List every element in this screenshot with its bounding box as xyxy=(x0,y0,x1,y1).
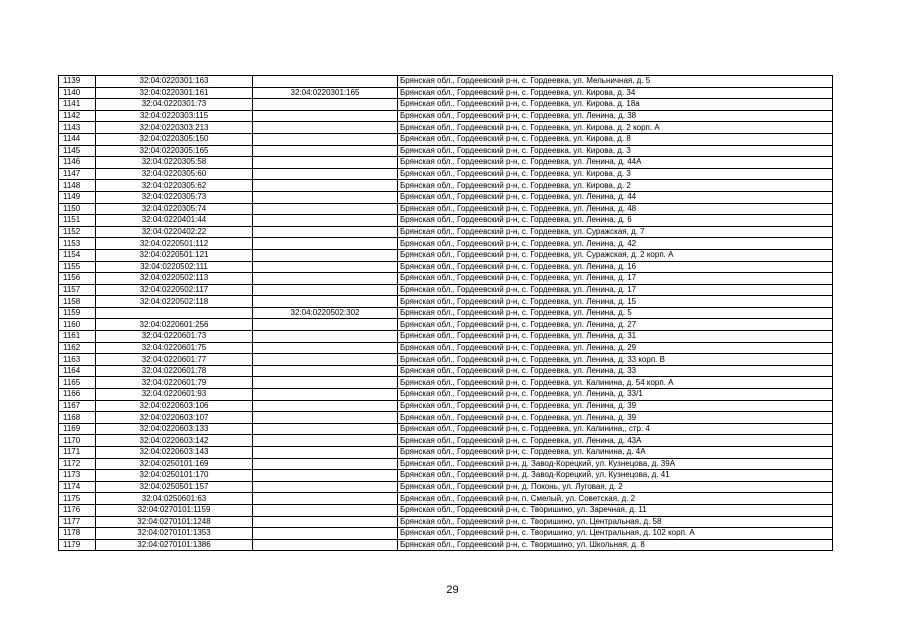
new-cadastral-number-cell xyxy=(253,412,398,424)
address-cell: Брянская обл., Гордеевский р-н, с. Гордеевка, ул. Ленина, д. 39 xyxy=(398,400,833,412)
new-cadastral-number-cell xyxy=(253,539,398,551)
cadastral-number-cell: 32:04:0220601:73 xyxy=(96,331,253,343)
table-row xyxy=(59,273,833,285)
new-cadastral-number-cell xyxy=(253,133,398,145)
address-cell: Брянская обл., Гордеевский р-н, с. Гордеевка, ул. Ленина, д. 29 xyxy=(398,342,833,354)
cadastral-number-cell: 32:04:0220601:79 xyxy=(96,377,253,389)
cadastral-number-cell: 32:04:0220502:113 xyxy=(96,273,253,285)
address-cell: Брянская обл., Гордеевский р-н, с. Гордеевка, ул. Кирова, д. 2 корп. А xyxy=(398,122,833,134)
row-number-cell: 1154 xyxy=(59,249,96,261)
table-row xyxy=(59,470,833,482)
address-cell: Брянская обл., Гордеевский р-н, с. Гордеевка, ул. Ленина, д. 17 xyxy=(398,284,833,296)
row-number-cell: 1162 xyxy=(59,342,96,354)
table-row xyxy=(59,76,833,88)
row-number-cell: 1179 xyxy=(59,539,96,551)
new-cadastral-number-cell xyxy=(253,284,398,296)
row-number-cell: 1165 xyxy=(59,377,96,389)
row-number-cell: 1160 xyxy=(59,319,96,331)
row-number-cell: 1158 xyxy=(59,296,96,308)
row-number-cell: 1178 xyxy=(59,528,96,540)
address-cell: Брянская обл., Гордеевский р-н, с. Гордеевка, ул. Ленина, д. 42 xyxy=(398,238,833,250)
table-row xyxy=(59,238,833,250)
cadastral-number-cell: 32:04:0250101:170 xyxy=(96,470,253,482)
table-row xyxy=(59,249,833,261)
row-number-cell: 1171 xyxy=(59,447,96,459)
new-cadastral-number-cell xyxy=(253,389,398,401)
row-number-cell: 1161 xyxy=(59,331,96,343)
new-cadastral-number-cell xyxy=(253,342,398,354)
cadastral-number-cell: 32:04:0220502:118 xyxy=(96,296,253,308)
table-row xyxy=(59,423,833,435)
table-row xyxy=(59,377,833,389)
new-cadastral-number-cell xyxy=(253,493,398,505)
table-row xyxy=(59,458,833,470)
row-number-cell: 1176 xyxy=(59,504,96,516)
address-cell: Брянская обл., Гордеевский р-н, с. Гордеевка, ул. Кирова, д. 18а xyxy=(398,99,833,111)
new-cadastral-number-cell xyxy=(253,249,398,261)
cadastral-number-cell: 32:04:0220301:73 xyxy=(96,99,253,111)
table-row xyxy=(59,110,833,122)
row-number-cell: 1177 xyxy=(59,516,96,528)
row-number-cell: 1169 xyxy=(59,423,96,435)
table-row xyxy=(59,365,833,377)
address-cell: Брянская обл., Гордеевский р-н, с. Гордеевка, ул. Ленина, д. 31 xyxy=(398,331,833,343)
row-number-cell: 1145 xyxy=(59,145,96,157)
row-number-cell: 1139 xyxy=(59,76,96,88)
new-cadastral-number-cell xyxy=(253,273,398,285)
address-cell: Брянская обл., Гордеевский р-н, с. Творишино, ул. Школьная, д. 8 xyxy=(398,539,833,551)
row-number-cell: 1156 xyxy=(59,273,96,285)
address-cell: Брянская обл., Гордеевский р-н, с. Гордеевка, ул. Ленина, д. 16 xyxy=(398,261,833,273)
cadastral-number-cell: 32:04:0220603:142 xyxy=(96,435,253,447)
cadastral-number-cell: 32:04:0220603:106 xyxy=(96,400,253,412)
address-cell: Брянская обл., Гордеевский р-н, с. Гордеевка, ул. Калинина,, стр. 4 xyxy=(398,423,833,435)
table-row xyxy=(59,203,833,215)
row-number-cell: 1155 xyxy=(59,261,96,273)
table-row xyxy=(59,307,833,319)
row-number-cell: 1143 xyxy=(59,122,96,134)
new-cadastral-number-cell xyxy=(253,528,398,540)
table-row xyxy=(59,412,833,424)
table-row xyxy=(59,87,833,99)
cadastral-number-cell: 32:04:0220301:163 xyxy=(96,76,253,88)
address-cell: Брянская обл., Гордеевский р-н, с. Гордеевка, ул. Кирова, д. 8 xyxy=(398,133,833,145)
table-row xyxy=(59,493,833,505)
new-cadastral-number-cell xyxy=(253,458,398,470)
new-cadastral-number-cell xyxy=(253,180,398,192)
cadastral-number-cell: 32:04:0220502:117 xyxy=(96,284,253,296)
table-row xyxy=(59,400,833,412)
address-cell: Брянская обл., Гордеевский р-н, с. Гордеевка, ул. Ленина, д. 33/1 xyxy=(398,389,833,401)
address-cell: Брянская обл., Гордеевский р-н, с. Гордеевка, ул. Ленина, д. 43А xyxy=(398,435,833,447)
cadastral-number-cell: 32:04:0220303:115 xyxy=(96,110,253,122)
table-row xyxy=(59,145,833,157)
new-cadastral-number-cell xyxy=(253,481,398,493)
row-number-cell: 1140 xyxy=(59,87,96,99)
cadastral-number-cell xyxy=(96,307,253,319)
address-cell: Брянская обл., Гордеевский р-н, с. Гордеевка, ул. Кирова, д. 2 xyxy=(398,180,833,192)
address-cell: Брянская обл., Гордеевский р-н, с. Гордеевка, ул. Ленина, д. 44 xyxy=(398,191,833,203)
row-number-cell: 1168 xyxy=(59,412,96,424)
cadastral-number-cell: 32:04:0220305:60 xyxy=(96,168,253,180)
address-cell: Брянская обл., Гордеевский р-н, с. Гордеевка, ул. Кирова, д. 3 xyxy=(398,168,833,180)
row-number-cell: 1147 xyxy=(59,168,96,180)
new-cadastral-number-cell xyxy=(253,122,398,134)
table-row xyxy=(59,504,833,516)
address-cell: Брянская обл., Гордеевский р-н, с. Гордеевка, ул. Ленина, д. 5 xyxy=(398,307,833,319)
cadastral-number-cell: 32:04:0220305:62 xyxy=(96,180,253,192)
new-cadastral-number-cell xyxy=(253,203,398,215)
table-row xyxy=(59,539,833,551)
row-number-cell: 1175 xyxy=(59,493,96,505)
row-number-cell: 1151 xyxy=(59,215,96,227)
cadastral-number-cell: 32:04:0220303:213 xyxy=(96,122,253,134)
table-row xyxy=(59,99,833,111)
new-cadastral-number-cell xyxy=(253,504,398,516)
address-cell: Брянская обл., Гордеевский р-н, д. Поконь, ул. Луговая, д. 2 xyxy=(398,481,833,493)
row-number-cell: 1150 xyxy=(59,203,96,215)
address-cell: Брянская обл., Гордеевский р-н, с. Гордеевка, ул. Ленина, д. 39 xyxy=(398,412,833,424)
new-cadastral-number-cell xyxy=(253,157,398,169)
row-number-cell: 1146 xyxy=(59,157,96,169)
address-cell: Брянская обл., Гордеевский р-н, с. Гордеевка, ул. Мельничная, д. 5 xyxy=(398,76,833,88)
new-cadastral-number-cell xyxy=(253,191,398,203)
row-number-cell: 1153 xyxy=(59,238,96,250)
row-number-cell: 1166 xyxy=(59,389,96,401)
row-number-cell: 1164 xyxy=(59,365,96,377)
cadastral-number-cell: 32:04:0220501:121 xyxy=(96,249,253,261)
row-number-cell: 1170 xyxy=(59,435,96,447)
cadastral-number-cell: 32:04:0220601:75 xyxy=(96,342,253,354)
address-cell: Брянская обл., Гордеевский р-н, д. Завод-Корецкий, ул. Кузнецова, д. 41 xyxy=(398,470,833,482)
address-cell: Брянская обл., Гордеевский р-н, с. Творишино, ул. Заречная, д. 11 xyxy=(398,504,833,516)
table-row xyxy=(59,122,833,134)
address-cell: Брянская обл., Гордеевский р-н, с. Гордеевка, ул. Калинина, д. 54 корп. А xyxy=(398,377,833,389)
row-number-cell: 1157 xyxy=(59,284,96,296)
new-cadastral-number-cell xyxy=(253,435,398,447)
address-cell: Брянская обл., Гордеевский р-н, с. Гордеевка, ул. Ленина, д. 6 xyxy=(398,215,833,227)
row-number-cell: 1174 xyxy=(59,481,96,493)
table-row xyxy=(59,180,833,192)
address-cell: Брянская обл., Гордеевский р-н, с. Гордеевка, ул. Ленина, д. 33 xyxy=(398,365,833,377)
cadastral-number-cell: 32:04:0250101:169 xyxy=(96,458,253,470)
new-cadastral-number-cell xyxy=(253,168,398,180)
cadastral-number-cell: 32:04:0270101:1386 xyxy=(96,539,253,551)
address-cell: Брянская обл., Гордеевский р-н, с. Гордеевка, ул. Суражская, д. 7 xyxy=(398,226,833,238)
cadastral-number-cell: 32:04:0220603:133 xyxy=(96,423,253,435)
row-number-cell: 1173 xyxy=(59,470,96,482)
table-row xyxy=(59,226,833,238)
cadastral-number-cell: 32:04:0220301:161 xyxy=(96,87,253,99)
table-row xyxy=(59,342,833,354)
new-cadastral-number-cell xyxy=(253,238,398,250)
new-cadastral-number-cell xyxy=(253,447,398,459)
address-cell: Брянская обл., Гордеевский р-н, с. Гордеевка, ул. Ленина, д. 17 xyxy=(398,273,833,285)
address-cell: Брянская обл., Гордеевский р-н, с. Гордеевка, ул. Кирова, д. 3 xyxy=(398,145,833,157)
address-cell: Брянская обл., Гордеевский р-н, с. Гордеевка, ул. Ленина, д. 38 xyxy=(398,110,833,122)
property-table-body xyxy=(59,76,833,551)
row-number-cell: 1141 xyxy=(59,99,96,111)
table-row xyxy=(59,528,833,540)
cadastral-number-cell: 32:04:0220601:78 xyxy=(96,365,253,377)
cadastral-number-cell: 32:04:0220601:256 xyxy=(96,319,253,331)
cadastral-number-cell: 32:04:0220305:165 xyxy=(96,145,253,157)
cadastral-number-cell: 32:04:0220601:93 xyxy=(96,389,253,401)
cadastral-number-cell: 32:04:0220502:111 xyxy=(96,261,253,273)
table-row xyxy=(59,331,833,343)
address-cell: Брянская обл., Гордеевский р-н, п. Смелый, ул. Советская, д. 2 xyxy=(398,493,833,505)
address-cell: Брянская обл., Гордеевский р-н, с. Гордеевка, ул. Калинина, д. 4А xyxy=(398,447,833,459)
cadastral-number-cell: 32:04:0220305:150 xyxy=(96,133,253,145)
new-cadastral-number-cell xyxy=(253,470,398,482)
address-cell: Брянская обл., Гордеевский р-н, с. Творишино, ул. Центральная, д. 102 корп. А xyxy=(398,528,833,540)
address-cell: Брянская обл., Гордеевский р-н, с. Гордеевка, ул. Ленина, д. 44А xyxy=(398,157,833,169)
cadastral-number-cell: 32:04:0250501:157 xyxy=(96,481,253,493)
cadastral-number-cell: 32:04:0220305:73 xyxy=(96,191,253,203)
table-row xyxy=(59,389,833,401)
cadastral-number-cell: 32:04:0220603:143 xyxy=(96,447,253,459)
new-cadastral-number-cell xyxy=(253,215,398,227)
cadastral-number-cell: 32:04:0270101:1159 xyxy=(96,504,253,516)
address-cell: Брянская обл., Гордеевский р-н, с. Гордеевка, ул. Ленина, д. 33 корп. В xyxy=(398,354,833,366)
cadastral-number-cell: 32:04:0220401:44 xyxy=(96,215,253,227)
address-cell: Брянская обл., Гордеевский р-н, д. Завод-Корецкий, ул. Кузнецова, д. 39А xyxy=(398,458,833,470)
table-row xyxy=(59,296,833,308)
new-cadastral-number-cell xyxy=(253,400,398,412)
cadastral-number-cell: 32:04:0250601:63 xyxy=(96,493,253,505)
address-cell: Брянская обл., Гордеевский р-н, с. Гордеевка, ул. Суражская, д. 2 корп. А xyxy=(398,249,833,261)
table-row xyxy=(59,261,833,273)
table-row xyxy=(59,168,833,180)
new-cadastral-number-cell: 32:04:0220502:302 xyxy=(253,307,398,319)
table-row xyxy=(59,435,833,447)
new-cadastral-number-cell xyxy=(253,423,398,435)
cadastral-number-cell: 32:04:0220603:107 xyxy=(96,412,253,424)
new-cadastral-number-cell xyxy=(253,99,398,111)
table-row xyxy=(59,481,833,493)
address-cell: Брянская обл., Гордеевский р-н, с. Гордеевка, ул. Ленина, д. 27 xyxy=(398,319,833,331)
table-row xyxy=(59,133,833,145)
new-cadastral-number-cell xyxy=(253,226,398,238)
cadastral-number-cell: 32:04:0270101:1353 xyxy=(96,528,253,540)
row-number-cell: 1159 xyxy=(59,307,96,319)
new-cadastral-number-cell: 32:04:0220301:165 xyxy=(253,87,398,99)
cadastral-number-cell: 32:04:0220402:22 xyxy=(96,226,253,238)
cadastral-number-cell: 32:04:0220305:74 xyxy=(96,203,253,215)
address-cell: Брянская обл., Гордеевский р-н, с. Гордеевка, ул. Ленина, д. 48 xyxy=(398,203,833,215)
cadastral-number-cell: 32:04:0270101:1248 xyxy=(96,516,253,528)
row-number-cell: 1149 xyxy=(59,191,96,203)
new-cadastral-number-cell xyxy=(253,261,398,273)
new-cadastral-number-cell xyxy=(253,354,398,366)
address-cell: Брянская обл., Гордеевский р-н, с. Гордеевка, ул. Ленина, д. 15 xyxy=(398,296,833,308)
row-number-cell: 1163 xyxy=(59,354,96,366)
new-cadastral-number-cell xyxy=(253,331,398,343)
table-row xyxy=(59,157,833,169)
table-row xyxy=(59,319,833,331)
new-cadastral-number-cell xyxy=(253,76,398,88)
page-number: 29 xyxy=(446,584,459,596)
cadastral-number-cell: 32:04:0220601:77 xyxy=(96,354,253,366)
row-number-cell: 1152 xyxy=(59,226,96,238)
row-number-cell: 1142 xyxy=(59,110,96,122)
row-number-cell: 1148 xyxy=(59,180,96,192)
new-cadastral-number-cell xyxy=(253,365,398,377)
new-cadastral-number-cell xyxy=(253,319,398,331)
table-row xyxy=(59,354,833,366)
new-cadastral-number-cell xyxy=(253,377,398,389)
table-row xyxy=(59,516,833,528)
new-cadastral-number-cell xyxy=(253,145,398,157)
address-cell: Брянская обл., Гордеевский р-н, с. Творишино, ул. Центральная, д. 58 xyxy=(398,516,833,528)
row-number-cell: 1144 xyxy=(59,133,96,145)
table-row xyxy=(59,215,833,227)
address-cell: Брянская обл., Гордеевский р-н, с. Гордеевка, ул. Кирова, д. 34 xyxy=(398,87,833,99)
row-number-cell: 1167 xyxy=(59,400,96,412)
table-row xyxy=(59,284,833,296)
new-cadastral-number-cell xyxy=(253,516,398,528)
new-cadastral-number-cell xyxy=(253,110,398,122)
table-row xyxy=(59,191,833,203)
cadastral-number-cell: 32:04:0220501:112 xyxy=(96,238,253,250)
new-cadastral-number-cell xyxy=(253,296,398,308)
row-number-cell: 1172 xyxy=(59,458,96,470)
property-table xyxy=(58,75,833,551)
cadastral-number-cell: 32:04:0220305:58 xyxy=(96,157,253,169)
table-row xyxy=(59,447,833,459)
